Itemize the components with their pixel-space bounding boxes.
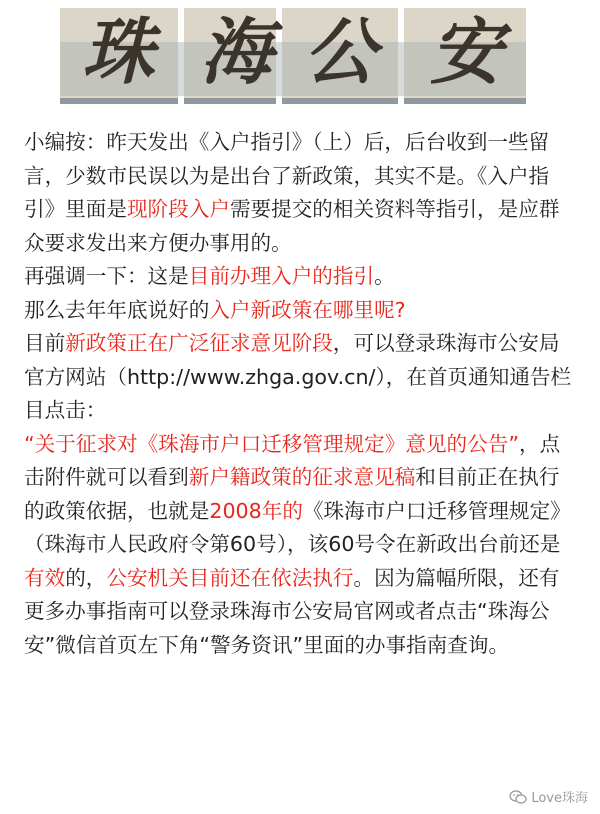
notice-link[interactable]: “关于征求对《珠海市户口迁移管理规定》意见的公告” [24, 431, 519, 456]
text: ，可以登录珠海市公安局官方网站（http://www.zhga.gov.cn/），在首页通知通告栏目点击： [24, 331, 572, 422]
highlight: 2008年的 [209, 498, 303, 523]
text: 的， [65, 565, 107, 590]
text: ，点击附件就可以看到 [24, 431, 561, 489]
watermark-text: Love珠海 [531, 791, 588, 806]
editor-note-paragraph [24, 126, 580, 260]
text: 《珠海市户口迁移管理规定》（珠海市人民政府令第60号），该60号令在新政出台前还是 [24, 498, 571, 556]
text: 那么去年年底说好的 [24, 297, 210, 322]
text: 小编按：昨天发出《入户指引》（上）后，后台收到一些留言，少数市民误以为是出台了新政策，其实不是。《入户指引》里面是 [24, 130, 550, 221]
text: 需要提交的相关资料等指引，是应群众要求发出来方便办事用的。 [24, 197, 560, 255]
highlight: 入户新政策在哪里呢? [209, 297, 406, 322]
text: 。 [374, 264, 395, 288]
text: 再强调一下：这是 [24, 264, 189, 288]
banner-char: 珠 [82, 9, 155, 94]
highlight: 新户籍政策的征求意见稿 [188, 465, 416, 489]
wechat-icon [509, 790, 527, 804]
notice-paragraph [24, 428, 580, 663]
banner-char: 公 [304, 9, 377, 94]
text: 和目前正在执行的政策依据，也就是 [24, 465, 560, 523]
highlight: 公安机关目前还在依法执行 [106, 565, 354, 590]
highlight: 新政策正在广泛征求意见阶段 [65, 331, 333, 355]
text: 目前 [24, 331, 66, 355]
header-banner [60, 4, 526, 106]
watermark [509, 787, 588, 806]
article-body [24, 126, 580, 662]
banner-char: 海 [200, 9, 273, 94]
highlight: 目前办理入户的指引 [188, 264, 375, 288]
question-paragraph [24, 294, 580, 328]
highlight: 现阶段入户 [126, 197, 230, 221]
text: 。因为篇幅所限，还有更多办事指南可以登录珠海市公安局官网或者点击“珠海公安”微信首页左下角“警务资讯”里面的办事指南查询。 [24, 565, 560, 657]
highlight: 有效 [24, 565, 66, 590]
banner-char: 安 [430, 9, 503, 94]
emphasis-paragraph [24, 260, 580, 294]
status-paragraph [24, 327, 580, 428]
